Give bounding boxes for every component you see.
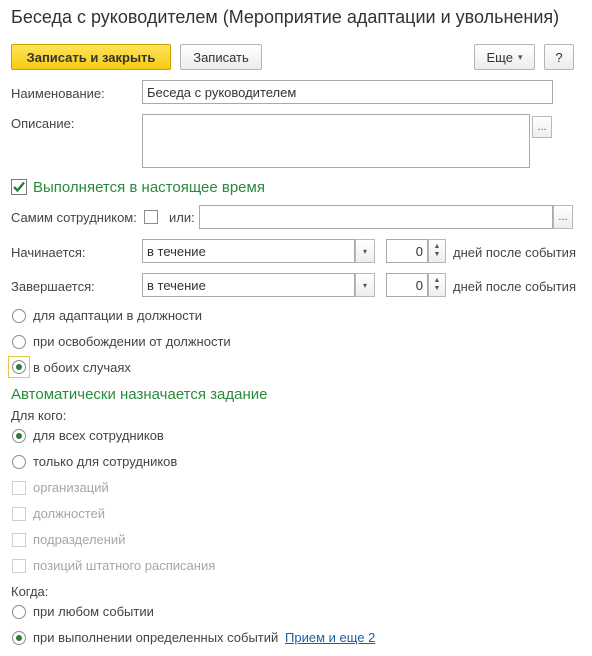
when-specific-events-radio[interactable] (12, 631, 26, 645)
self-employee-label: Самим сотрудником: (11, 210, 137, 225)
case-both-label: в обоих случаях (33, 360, 131, 375)
description-label: Описание: (11, 116, 75, 131)
checkmark-icon (11, 179, 27, 195)
when-specific-events-label: при выполнении определенных событий (33, 630, 279, 645)
for-some-employees-radio[interactable] (12, 455, 26, 469)
auto-task-heading: Автоматически назначается задание (11, 386, 268, 403)
for-whom-label: Для кого: (11, 408, 67, 423)
stepper-down-icon: ▼ (433, 285, 441, 292)
description-field[interactable] (142, 114, 530, 168)
current-time-label: Выполняется в настоящее время (33, 179, 265, 196)
performer-field[interactable] (199, 205, 553, 229)
chevron-down-icon: ▾ (517, 51, 523, 62)
performer-select-button[interactable]: ... (553, 205, 573, 229)
description-open-button[interactable]: ... (532, 116, 552, 138)
current-time-checkbox[interactable] (11, 179, 27, 195)
for-some-employees-label: только для сотрудников (33, 454, 178, 469)
more-label: Еще (486, 49, 513, 65)
ends-mode-dropdown[interactable] (355, 273, 375, 297)
case-adaptation-label: для адаптации в должности (33, 308, 202, 323)
filter-staff-positions-label: позиций штатного расписания (33, 558, 216, 573)
stepper-down-icon: ▼ (433, 251, 441, 258)
events-link[interactable]: Прием и еще 2 (285, 630, 376, 645)
more-menu-button[interactable] (474, 44, 535, 70)
ends-days-field[interactable]: 0 (386, 273, 428, 297)
for-all-employees-label: для всех сотрудников (33, 428, 164, 443)
when-any-event-radio[interactable] (12, 605, 26, 619)
chevron-down-icon: ▾ (362, 246, 367, 256)
filter-positions-label: должностей (33, 506, 106, 521)
starts-mode-select[interactable]: в течение (142, 239, 355, 263)
save-button[interactable]: Записать (180, 44, 262, 70)
chevron-down-icon: ▾ (362, 280, 367, 290)
starts-days-stepper[interactable] (428, 239, 446, 263)
name-label: Наименование: (11, 86, 105, 101)
starts-mode-dropdown[interactable] (355, 239, 375, 263)
ends-mode-select[interactable]: в течение (142, 273, 355, 297)
filter-organizations-checkbox[interactable] (12, 481, 26, 495)
case-adaptation-radio[interactable] (12, 309, 26, 323)
filter-departments-checkbox[interactable] (12, 533, 26, 547)
help-button[interactable]: ? (544, 44, 574, 70)
ends-days-stepper[interactable] (428, 273, 446, 297)
ends-suffix: дней после события (453, 279, 576, 294)
or-label: или: (169, 210, 195, 225)
filter-positions-checkbox[interactable] (12, 507, 26, 521)
filter-staff-positions-checkbox[interactable] (12, 559, 26, 573)
name-field[interactable]: Беседа с руководителем (142, 80, 553, 104)
case-dismissal-label: при освобождении от должности (33, 334, 231, 349)
starts-label: Начинается: (11, 245, 86, 260)
window-title: Беседа с руководителем (Мероприятие адаптации и увольнения) (11, 7, 560, 27)
save-and-close-button[interactable]: Записать и закрыть (11, 44, 171, 70)
case-dismissal-radio[interactable] (12, 335, 26, 349)
starts-suffix: дней после события (453, 245, 576, 260)
filter-departments-label: подразделений (33, 532, 126, 547)
stepper-up-icon: ▲ (433, 243, 441, 250)
when-any-event-label: при любом событии (33, 604, 154, 619)
for-all-employees-radio[interactable] (12, 429, 26, 443)
starts-days-field[interactable]: 0 (386, 239, 428, 263)
stepper-up-icon: ▲ (433, 277, 441, 284)
filter-organizations-label: организаций (33, 480, 109, 495)
when-label: Когда: (11, 584, 49, 599)
case-both-radio[interactable] (12, 360, 26, 374)
ends-label: Завершается: (11, 279, 95, 294)
self-employee-checkbox[interactable] (144, 210, 158, 224)
